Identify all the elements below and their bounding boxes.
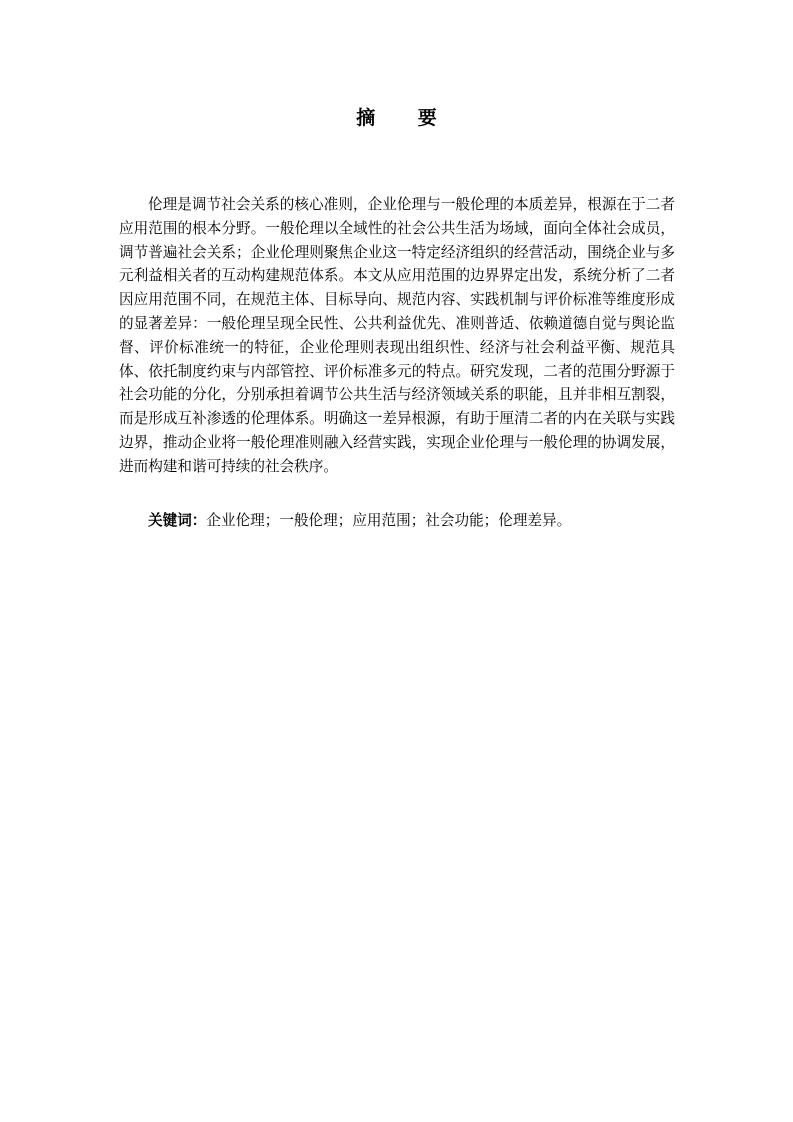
keywords-label: 关键词：: [148, 512, 207, 529]
keywords-value: 企业伦理；一般伦理；应用范围；社会功能；伦理差异。: [206, 512, 572, 529]
abstract-title: 摘 要: [356, 107, 455, 129]
abstract-body: 伦理是调节社会关系的核心准则，企业伦理与一般伦理的本质差异，根源在于二者应用范围的根本分野。一般伦理以全域性的社会公共生活为场域，面向全体社会成员，调节普遍社会关系；企业伦理则聚焦企业这一特定经济组织的经营活动，围绕企业与多元利益相关者的互动构建规范体系。本文从应用范围的边界界定出发，系统分析了二者因应用范围不同，在规范主体、目标导向、规范内容、实践机制与评价标准等维度形成的显著差异：一般伦理呈现全民性、公共利益优先、准则普适、依赖道德自觉与舆论监督、评价标准统一的特征，企业伦理则表现出组织性、经济与社会利益平衡、规范具体、依托制度约束与内部管控、评价标准多元的特点。研究发现，二者的范围分野源于社会功能的分化，分别承担着调节公共生活与经济领域关系的职能，且并非相互割裂，而是形成互补渗透的伦理体系。明确这一差异根源，有助于厘清二者的内在关联与实践边界，推动企业将一般伦理准则融入经营实践，实现企业伦理与一般伦理的协调发展，进而构建和谐可持续的社会秩序。: [119, 196, 675, 475]
keywords-line: [119, 509, 675, 533]
